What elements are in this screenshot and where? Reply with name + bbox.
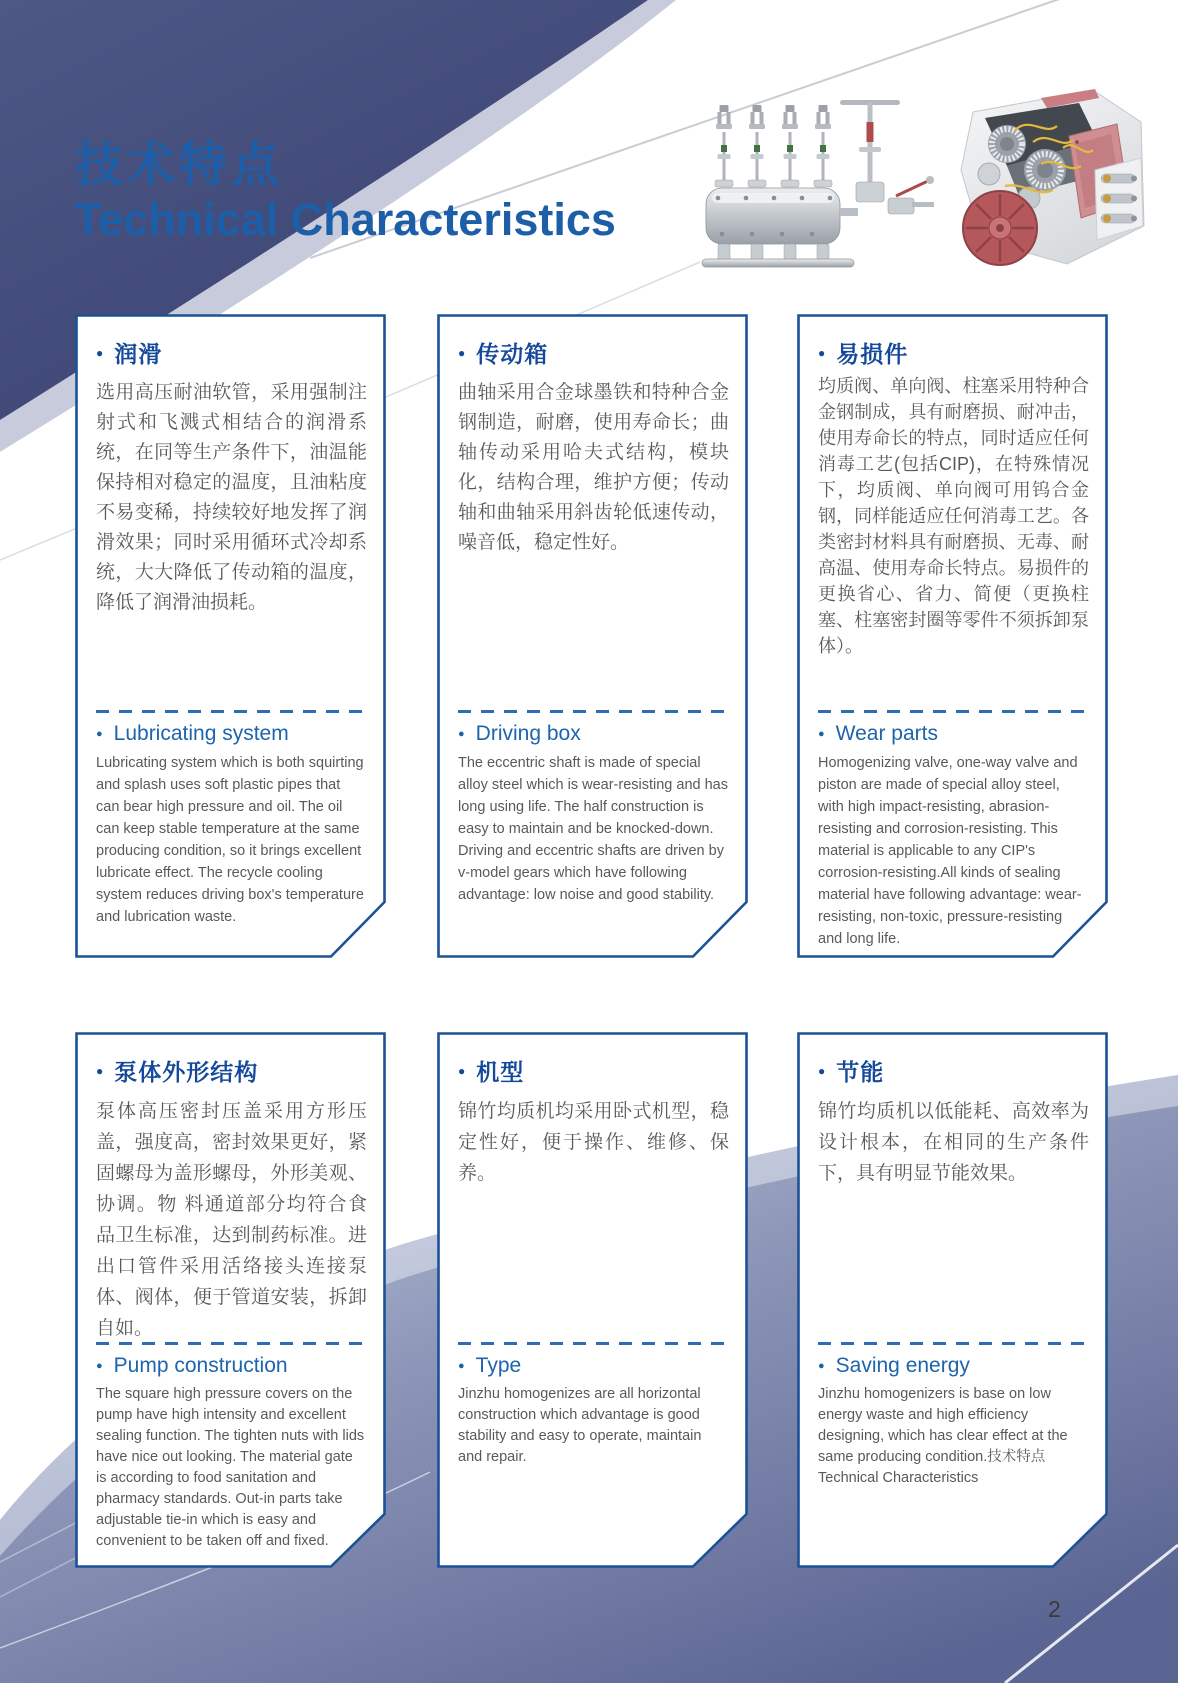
dashed-divider xyxy=(96,710,367,713)
bullet-icon: ● xyxy=(458,727,465,740)
bullet-icon: ● xyxy=(818,1359,825,1372)
card-title-en-text: Type xyxy=(475,1354,522,1377)
bullet-icon: ● xyxy=(818,727,825,740)
dashed-divider xyxy=(458,710,729,713)
card-body-en: Jinzhu homogenizers is base on low energy waste and high efficiency designing, which has clear effect at the same producing condition.技术特点 Technical Characteristics xyxy=(818,1386,1068,1486)
page-title-zh: 技术特点 xyxy=(75,139,284,192)
feature-card-driving-box xyxy=(437,314,748,958)
bullet-icon: ● xyxy=(458,1063,467,1078)
card-title-zh-text: 泵体外形结构 xyxy=(114,1059,259,1085)
card-body-zh: 选用高压耐油软管，采用强制注射式和飞溅式相结合的润滑系统，在同等生产条件下，油温能保持相对稳定的温度，且油粘度不易变稀，持续较好地发挥了润滑效果；同时采用循环式冷却系统，大大降低了传动箱的温度，降低了润滑油损耗。 xyxy=(96,382,367,613)
card-body-zh: 均质阀、单向阀、柱塞采用特种合金钢制成，具有耐磨损、耐冲击，使用寿命长的特点，同时适应任何消毒工艺(包括CIP)，在特殊情况下，均质阀、单向阀可用钨合金钢，同样能适应任何消毒工艺。各类密封材料具有耐磨损、无毒、耐高温、使用寿命长特点。易损件的更换省心、省力、简便（更换柱塞、柱塞密封圈等零件不须拆卸泵体）。 xyxy=(818,376,1089,656)
dashed-divider xyxy=(818,1342,1089,1345)
card-body-en: The square high pressure covers on the pump have high intensity and excellent sealing function. The tighten nuts with lids have nice out looking. The material gate is according to food sanitation and pharmacy standards. Out-in parts take adjustable tie-in which is easy and convenient to be taken off and fixed. xyxy=(96,1386,365,1549)
card-body-en: Homogenizing valve, one-way valve and piston are made of special alloy steel, with high impact-resisting, abrasion-resisting and corrosion-resisting. This material is applicable to any CIP's corrosion-resisting.All kinds of sealing material have following advantage: wear-resisting, non-toxic, pressure-resisting and long life. xyxy=(818,755,1082,947)
card-title-en xyxy=(818,722,1089,746)
card-title-zh xyxy=(96,1054,367,1087)
card-title-en xyxy=(96,722,367,746)
card-title-en-text: Pump construction xyxy=(113,1354,288,1377)
bullet-icon: ● xyxy=(818,1063,827,1078)
page-number: 2 xyxy=(1048,1596,1061,1622)
bullet-icon: ● xyxy=(96,345,105,360)
card-body-zh: 泵体高压密封压盖采用方形压盖，强度高，密封效果更好，紧固螺母为盖形螺母，外形美观、协调。物 料通道部分均符合食品卫生标准，达到制药标准。进出口管件采用活络接头连接泵体、阀体，便于管道安装，拆卸自如。 xyxy=(96,1101,367,1339)
dashed-divider xyxy=(818,710,1089,713)
feature-card-wear-parts xyxy=(797,314,1108,958)
feature-card-saving-energy xyxy=(797,1032,1108,1568)
page-title-en: Technical Characteristics xyxy=(74,194,616,245)
card-body-en: The eccentric shaft is made of special alloy steel which is wear-resisting and has long using life. The half construction is easy to maintain and be knocked-down. Driving and eccentric shafts are driven by v-model gears which have following advantage: low noise and good stability. xyxy=(458,755,728,903)
bullet-icon: ● xyxy=(458,1359,465,1372)
feature-card-lubricating xyxy=(75,314,386,958)
card-body-en: Lubricating system which is both squirting and splash uses soft plastic pipes that can bear high pressure and oil. The oil can keep stable temperature at the same producing condition, so it brings excellent lubricate effect. The recycle cooling system reduces driving box's temperature and lubrication waste. xyxy=(96,755,364,925)
bullet-icon: ● xyxy=(96,727,103,740)
card-title-en xyxy=(458,722,729,746)
pump-cutaway-image xyxy=(945,78,1150,283)
feature-card-pump-construction xyxy=(75,1032,386,1568)
dashed-divider xyxy=(96,1342,367,1345)
card-title-zh-text: 润滑 xyxy=(114,341,163,367)
card-title-zh xyxy=(458,336,729,369)
feature-card-type xyxy=(437,1032,748,1568)
card-title-en-text: Saving energy xyxy=(835,1354,970,1377)
card-title-en xyxy=(458,1354,729,1378)
card-title-en xyxy=(818,1354,1089,1378)
card-title-en-text: Lubricating system xyxy=(113,722,289,745)
card-title-en-text: Wear parts xyxy=(835,722,938,745)
card-title-en xyxy=(96,1354,367,1378)
card-title-zh-text: 节能 xyxy=(836,1059,885,1085)
card-body-zh: 锦竹均质机以低能耗、高效率为设计根本，在相同的生产条件下，具有明显节能效果。 xyxy=(818,1101,1089,1184)
bullet-icon: ● xyxy=(96,1359,103,1372)
bullet-icon: ● xyxy=(458,345,467,360)
card-title-zh xyxy=(96,336,367,369)
bullet-icon: ● xyxy=(818,345,827,360)
dashed-divider xyxy=(458,1342,729,1345)
card-title-en-text: Driving box xyxy=(475,722,581,745)
card-title-zh-text: 易损件 xyxy=(836,341,909,367)
valve-manifold-assembly-image xyxy=(692,92,937,277)
card-title-zh-text: 传动箱 xyxy=(476,341,549,367)
card-title-zh-text: 机型 xyxy=(476,1059,525,1085)
card-title-zh xyxy=(818,336,1089,369)
card-body-en: Jinzhu homogenizes are all horizontal construction which advantage is good stability and easy to operate, maintain and repair. xyxy=(458,1386,702,1465)
card-title-zh xyxy=(818,1054,1089,1087)
card-body-zh: 曲轴采用合金球墨铁和特种合金钢制造，耐磨，使用寿命长；曲轴传动采用哈夫式结构，模块化，结构合理，维护方便；传动轴和曲轴采用斜齿轮低速传动，噪音低，稳定性好。 xyxy=(458,382,729,553)
card-title-zh xyxy=(458,1054,729,1087)
card-body-zh: 锦竹均质机均采用卧式机型，稳定性好，便于操作、维修、保养。 xyxy=(458,1101,729,1184)
bullet-icon: ● xyxy=(96,1063,105,1078)
